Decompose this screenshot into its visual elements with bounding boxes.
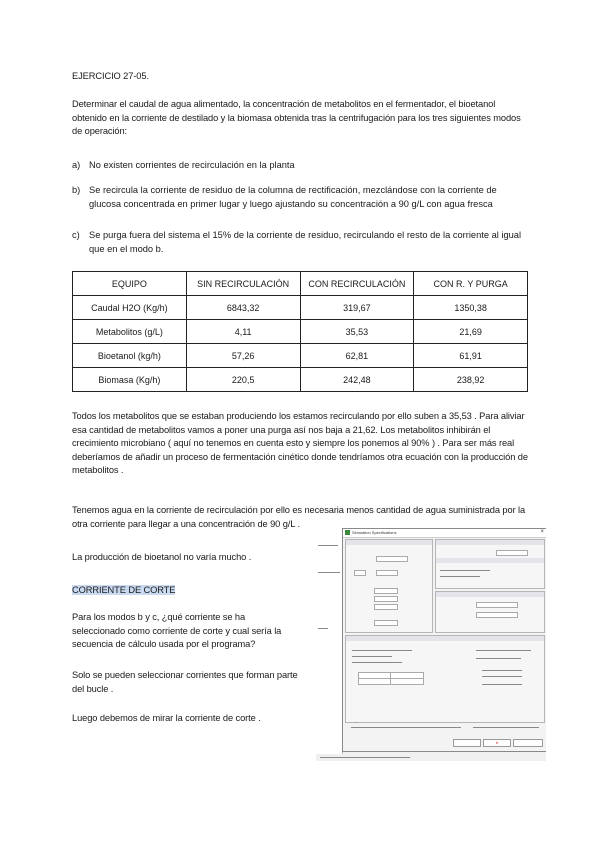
table-cell: Metabolitos (g/L)	[73, 320, 187, 344]
header-cell: CON R. Y PURGA	[414, 272, 528, 296]
paragraph-cut-stream: Luego debemos de mirar la corriente de corte .	[72, 713, 261, 723]
close-icon[interactable]: ×	[540, 529, 544, 535]
group-header	[436, 592, 544, 597]
intro-paragraph: Determinar el caudal de agua alimentado, la concentración de metabolitos en el fermentador, el bioetanol obtenido en la corriente de destilado y la biomasa obtenida tras la centrifugación para los tres siguientes modos de operación:	[72, 99, 521, 136]
paragraph-water: Tenemos agua en la corriente de recirculación por ello es necesaria menos cantidad de agua suministrada por la otra corriente para llegar a una concentración de 90 g/L .	[72, 505, 526, 529]
dialog-title: Simulation Specifications	[352, 530, 397, 535]
table-row	[73, 296, 528, 320]
tear-stream-cell[interactable]	[390, 678, 424, 685]
header-cell: EQUIPO	[73, 272, 187, 296]
list-text: Se purga fuera del sistema el 15% de la corriente de residuo, recirculando el resto de la corriente al igual que en el modo b.	[89, 230, 522, 254]
settings-group-right-2	[435, 591, 545, 633]
table-cell: 1350,38	[414, 296, 528, 320]
list-marker: b)	[72, 185, 81, 195]
table-cell: 6843,32	[186, 296, 300, 320]
table-cell: 35,53	[300, 320, 414, 344]
table-cell: 57,26	[186, 344, 300, 368]
table-row	[73, 368, 528, 392]
list-item-c	[72, 229, 528, 257]
app-icon	[345, 530, 350, 535]
group-header	[346, 540, 432, 545]
ok-button[interactable]	[453, 739, 481, 747]
table-cell: 62,81	[300, 344, 414, 368]
tear-stream-group	[345, 635, 545, 723]
status-bar	[316, 754, 546, 761]
results-table	[72, 271, 528, 392]
table-cell: 242,48	[300, 368, 414, 392]
table-cell: 4,11	[186, 320, 300, 344]
list-item-a	[72, 159, 528, 173]
settings-group-left	[345, 539, 433, 633]
table-cell: 319,67	[300, 296, 414, 320]
simulation-dialog	[342, 528, 546, 752]
group-header	[346, 636, 544, 641]
list-item-b	[72, 184, 528, 212]
list-text: No existen corrientes de recirculación en la planta	[89, 160, 295, 170]
table-header-row	[73, 272, 528, 296]
help-button[interactable]	[513, 739, 543, 747]
header-cell: SIN RECIRCULACIÓN	[186, 272, 300, 296]
table-row	[73, 344, 528, 368]
dialog-titlebar	[343, 529, 546, 538]
table-cell: 21,69	[414, 320, 528, 344]
list-marker: c)	[72, 230, 80, 240]
exercise-title: EJERCICIO 27-05.	[72, 71, 149, 81]
embedded-screenshot	[316, 528, 546, 761]
group-subheader	[436, 558, 544, 563]
list-text: Se recircula la corriente de residuo de la columna de rectificación, mezclándose con la corriente de glucosa concentrada en primer lugar y luego ajustando su concentración a 90 g/L con agua fresca	[89, 185, 497, 209]
section-heading-text: CORRIENTE DE CORTE	[72, 585, 176, 595]
section-heading	[72, 584, 175, 598]
flowsheet-strip	[316, 528, 343, 754]
paragraph-loop: Solo se pueden seleccionar corrientes que forman parte del bucle .	[72, 670, 298, 694]
paragraph-metabolites: Todos los metabolitos que se estaban produciendo los estamos recirculando por ello suben a 35,53 . Para aliviar esa cantidad de metabolitos vamos a poner una purga así nos baja a 21,62. Los metabolitos inhibirán el crecimiento microbiano ( aquí no tenemos en cuenta esto y siempre los ponemos al 90% ) . Para ser más real deberíamos de añadir un proceso de fermentación cinético donde tendríamos otra ecuación con la producción de metabolitos .	[72, 411, 528, 475]
tear-stream-cell[interactable]	[358, 678, 392, 685]
group-header	[436, 540, 544, 545]
table-cell: 238,92	[414, 368, 528, 392]
table-row	[73, 320, 528, 344]
table-cell: Bioetanol (kg/h)	[73, 344, 187, 368]
paragraph-bioethanol: La producción de bioetanol no varía mucho .	[72, 552, 252, 562]
list-marker: a)	[72, 160, 81, 170]
table-cell: 220,5	[186, 368, 300, 392]
table-cell: 61,91	[414, 344, 528, 368]
header-cell: CON RECIRCULACIÓN	[300, 272, 414, 296]
paragraph-question: Para los modos b y c, ¿qué corriente se ha seleccionado como corriente de corte y cual sería la secuencia de cálculo usada por el programa?	[72, 612, 282, 649]
cancel-button[interactable]: ✕	[483, 739, 511, 747]
table-cell: Biomasa (Kg/h)	[73, 368, 187, 392]
table-cell: Caudal H2O (Kg/h)	[73, 296, 187, 320]
settings-group-right	[435, 539, 545, 589]
